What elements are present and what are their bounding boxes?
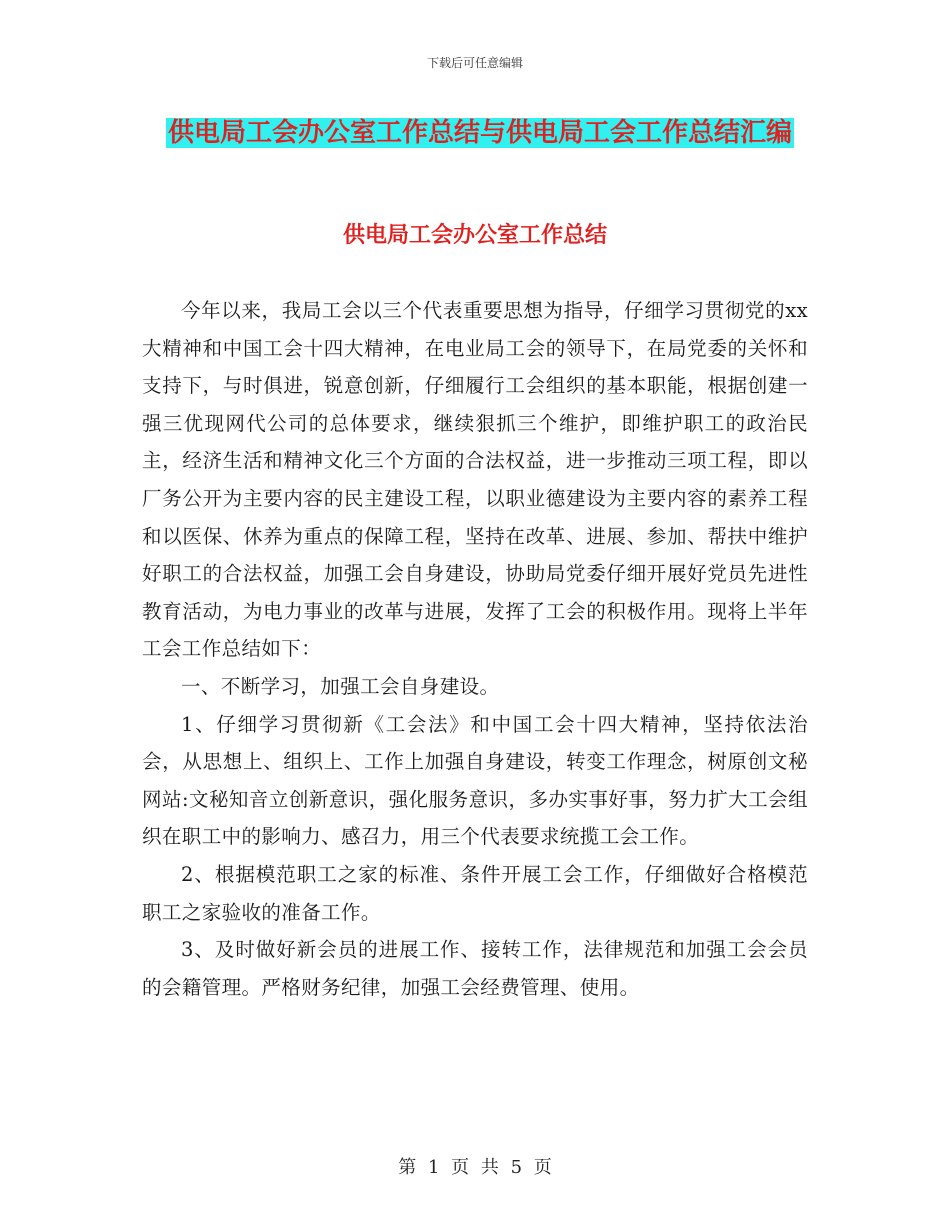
section-title: 供电局工会办公室工作总结 [342, 223, 607, 248]
paragraph-heading-1: 一、不断学习，加强工会自身建设。 [181, 674, 500, 698]
paragraph-item-3: 3、及时做好新会员的进展工作、接转工作，法律规范和加强工会会员的会籍管理。严格财务纪律，加强工会经费管理、使用。 [142, 938, 808, 999]
paragraph-intro: 今年以来，我局工会以三个代表重要思想为指导，仔细学习贯彻党的xx大精神和中国工会十四大精神，在电业局工会的领导下，在局党委的关怀和支持下，与时俱进，锐意创新，仔细履行工会组织的基本职能，根据创建一强三优现网代公司的总体要求，继续狠抓三个维护，即维护职工的政治民主，经济生活和精神文化三个方面的合法权益，进一步推动三项工程，即以厂务公开为主要内容的民主建设工程，以职业德建设为主要内容的素养工程和以医保、休养为重点的保障工程，坚持在改革、进展、参加、帮扶中维护好职工的合法权益，加强工会自身建设，协助局党委仔细开展好党员先进性教育活动，为电力事业的改革与进展，发挥了工会的积极作用。现将上半年工会工作总结如下： [142, 299, 808, 661]
header-note: 下载后可任意编辑 [426, 56, 523, 70]
paragraph-item-1: 1、仔细学习贯彻新《工会法》和中国工会十四大精神，坚持依法治会，从思想上、组织上、工作上加强自身建设，转变工作理念，树原创文秘网站:文秘知音立创新意识，强化服务意识，多办实事好事，努力扩大工会组织在职工中的影响力、感召力，用三个代表要求统揽工会工作。 [142, 712, 808, 849]
page-number-footer: 第 1 页 共 5 页 [398, 1157, 552, 1178]
paragraph-item-2: 2、根据模范职工之家的标准、条件开展工会工作，仔细做好合格模范职工之家验收的准备工作。 [142, 862, 808, 924]
document-title-text: 供电局工会办公室工作总结与供电局工会工作总结汇编 [167, 118, 792, 148]
document-title [140, 110, 820, 156]
body-text [142, 292, 808, 1006]
